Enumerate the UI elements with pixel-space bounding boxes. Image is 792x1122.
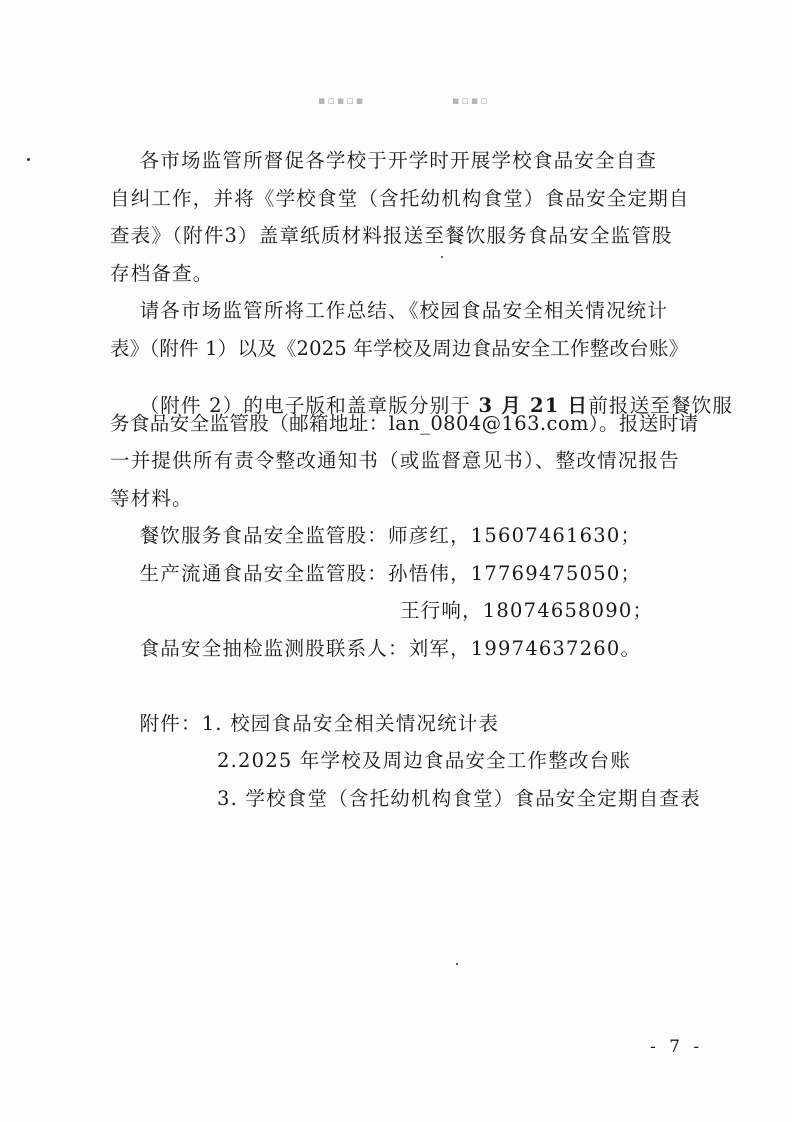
paragraph-1-line-1: 各市场监管所督促各学校于开学时开展学校食品安全自查	[110, 149, 658, 172]
scan-speck	[27, 158, 30, 161]
contact-production: 生产流通食品安全监管股：孙悟伟，17769475050；	[110, 562, 642, 585]
contact-sampling: 食品安全抽检监测股联系人：刘军，19974637260。	[110, 637, 642, 660]
scan-artifact-left: ▪▫▪▫▪	[318, 94, 366, 107]
attachment-item-1: 附件：1. 校园食品安全相关情况统计表	[110, 712, 500, 735]
deadline-date: 3 月 21 日	[478, 393, 589, 417]
paragraph-2-line-2: 表》（附件 1）以及《2025 年学校及周边食品安全工作整改台账》	[110, 337, 689, 360]
scan-artifact-right: ▪▫▪▫	[452, 94, 490, 107]
paragraph-2-line-6: 等材料。	[110, 487, 193, 510]
scan-speck	[456, 963, 458, 965]
scan-speck	[441, 256, 443, 258]
contact-production-second: 王行响，18074658090；	[400, 599, 654, 622]
paragraph-2-line-5: 一并提供所有责令整改通知书（或监督意见书）、整改情况报告	[110, 449, 680, 472]
contact-catering: 餐饮服务食品安全监管股：师彦红，15607461630；	[110, 524, 642, 547]
paragraph-1-line-4: 存档备查。	[110, 262, 214, 285]
paragraph-1-line-2: 自纠工作，并将《学校食堂（含托幼机构食堂）食品安全定期自	[110, 187, 690, 210]
attachment-item-3: 3. 学校食堂（含托幼机构食堂）食品安全定期自查表	[217, 787, 701, 810]
paragraph-2-line-1: 请各市场监管所将工作总结、《校园食品安全相关情况统计	[110, 299, 669, 322]
paragraph-2-line-3-pre: （附件 2）的电子版和盖章版分别于	[139, 393, 479, 417]
paragraph-2-line-3-post: 前报送至餐饮服	[588, 393, 734, 417]
page-number: - 7 -	[650, 1037, 704, 1057]
attachment-item-2: 2.2025 年学校及周边食品安全工作整改台账	[217, 749, 632, 772]
paragraph-1-line-3: 查表》（附件3）盖章纸质材料报送至餐饮服务食品安全监管股	[110, 224, 673, 247]
paragraph-2-line-4: 务食品安全监管股（邮箱地址：lan_0804@163.com）。报送时请	[110, 412, 699, 435]
